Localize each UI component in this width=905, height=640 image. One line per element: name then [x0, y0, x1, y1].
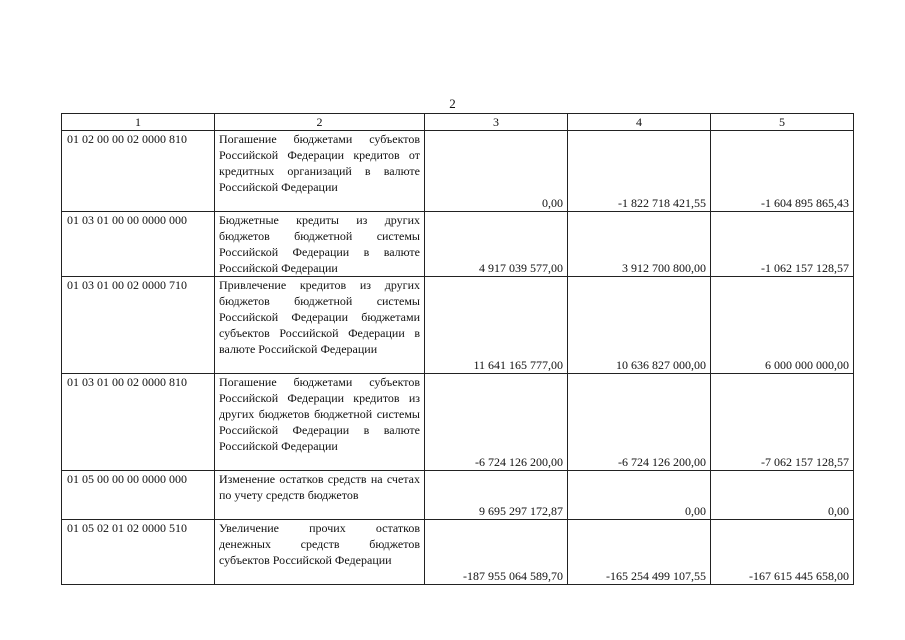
budget-code: 01 05 00 00 00 0000 000 [62, 471, 215, 520]
value-col-4: -165 254 499 107,55 [568, 520, 711, 585]
value-col-4: 3 912 700 800,00 [568, 212, 711, 277]
table-row [62, 212, 854, 277]
table-row [62, 277, 854, 374]
row-description: Изменение остатков средств на счетах по учету средств бюджетов [215, 471, 425, 520]
value-col-5: -1 604 895 865,43 [711, 131, 854, 212]
value-col-3: 9 695 297 172,87 [425, 471, 568, 520]
value-col-5: -167 615 445 658,00 [711, 520, 854, 585]
row-description: Увеличение прочих остатков денежных средств бюджетов субъектов Российской Федерации [215, 520, 425, 585]
budget-code: 01 02 00 00 02 0000 810 [62, 131, 215, 212]
value-col-4: 0,00 [568, 471, 711, 520]
value-col-3: 4 917 039 577,00 [425, 212, 568, 277]
column-header-3: 3 [425, 114, 568, 131]
budget-code: 01 03 01 00 00 0000 000 [62, 212, 215, 277]
table-row [62, 520, 854, 585]
table-row [62, 471, 854, 520]
table-header-row [62, 114, 854, 131]
value-col-4: 10 636 827 000,00 [568, 277, 711, 374]
value-col-5: 6 000 000 000,00 [711, 277, 854, 374]
budget-code: 01 05 02 01 02 0000 510 [62, 520, 215, 585]
column-header-5: 5 [711, 114, 854, 131]
value-col-5: 0,00 [711, 471, 854, 520]
value-col-5: -1 062 157 128,57 [711, 212, 854, 277]
row-description: Погашение бюджетами субъектов Российской Федерации кредитов из других бюджетов бюджетной системы Российской Федерации в валюте Российской Федерации [215, 374, 425, 471]
value-col-5: -7 062 157 128,57 [711, 374, 854, 471]
page-number: 2 [449, 96, 456, 111]
value-col-3: -187 955 064 589,70 [425, 520, 568, 585]
budget-sources-table [61, 113, 854, 585]
row-description: Погашение бюджетами субъектов Российской Федерации кредитов от кредитных организаций в валюте Российской Федерации [215, 131, 425, 212]
value-col-4: -6 724 126 200,00 [568, 374, 711, 471]
budget-code: 01 03 01 00 02 0000 710 [62, 277, 215, 374]
column-header-1: 1 [62, 114, 215, 131]
value-col-3: 11 641 165 777,00 [425, 277, 568, 374]
table-row [62, 131, 854, 212]
value-col-3: 0,00 [425, 131, 568, 212]
row-description: Привлечение кредитов из других бюджетов бюджетной системы Российской Федерации бюджетами субъектов Российской Федерации в валюте Российской Федерации [215, 277, 425, 374]
column-header-4: 4 [568, 114, 711, 131]
table-row [62, 374, 854, 471]
column-header-2: 2 [215, 114, 425, 131]
row-description: Бюджетные кредиты из других бюджетов бюджетной системы Российской Федерации в валюте Российской Федерации [215, 212, 425, 277]
value-col-3: -6 724 126 200,00 [425, 374, 568, 471]
budget-code: 01 03 01 00 02 0000 810 [62, 374, 215, 471]
value-col-4: -1 822 718 421,55 [568, 131, 711, 212]
